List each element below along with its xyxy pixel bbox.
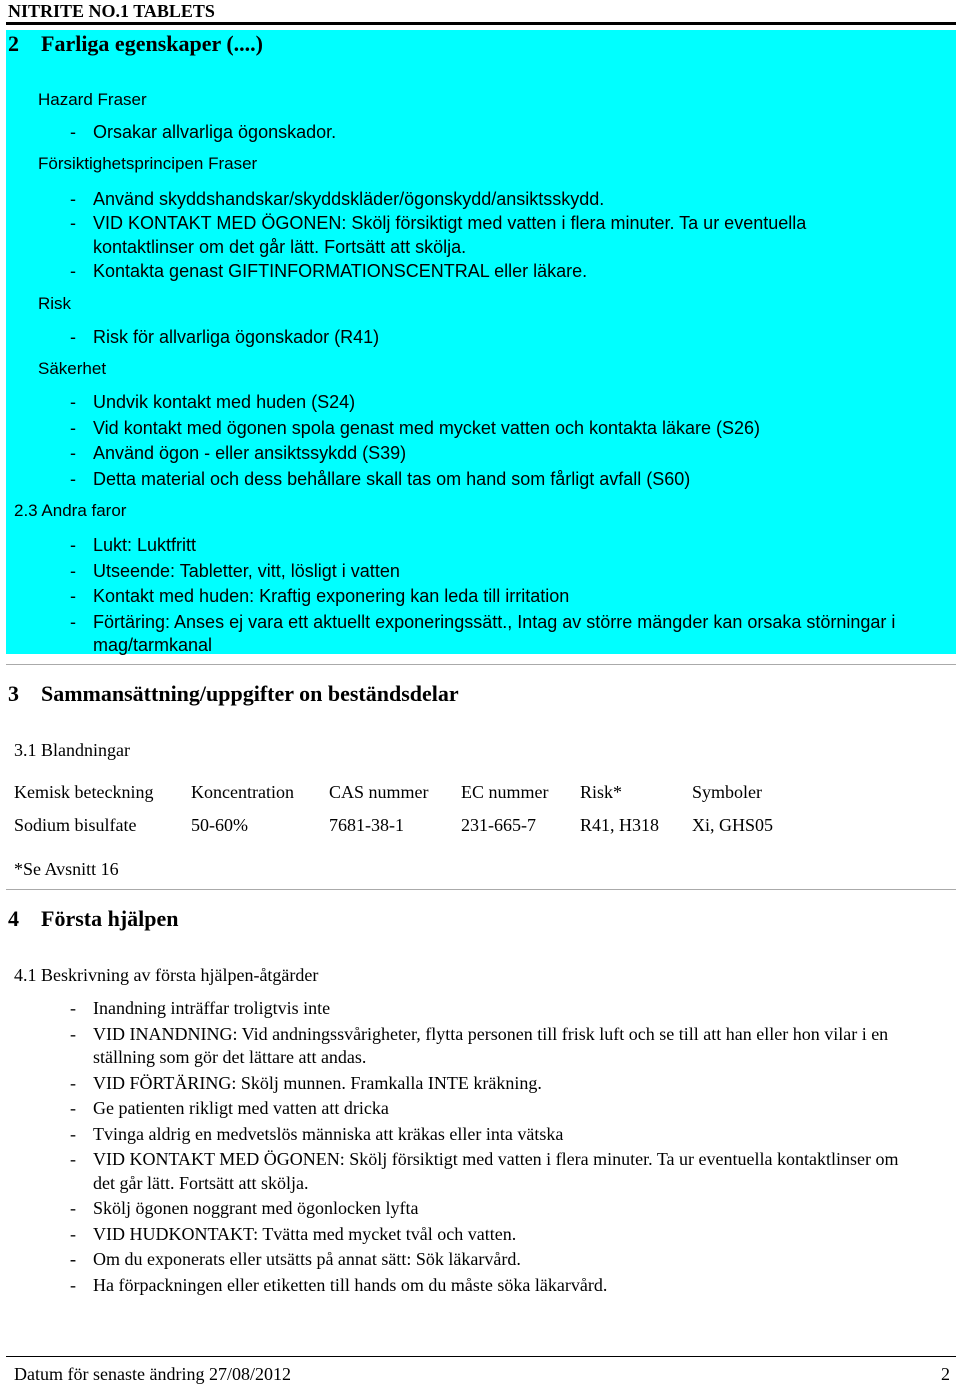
table-note: *Se Avsnitt 16: [14, 859, 119, 879]
other-hazards-list: [70, 534, 920, 660]
footer-date: Datum för senaste ändring 27/08/2012: [14, 1364, 291, 1384]
list-item: - Vid kontakt med ögonen spola genast med mycket vatten och kontakta läkare (S26): [70, 417, 760, 441]
section-3-rule: [6, 664, 956, 665]
cell-ec: 231-665-7: [461, 815, 536, 835]
first-aid-list: [70, 997, 920, 1299]
cell-chemical: Sodium bisulfate: [14, 815, 137, 835]
list-item: - Risk för allvarliga ögonskador (R41): [70, 326, 379, 350]
list-item: - Detta material och dess behållare skall tas om hand som fårligt avfall (S60): [70, 468, 760, 492]
footer: [14, 1363, 950, 1385]
top-rule: [6, 22, 956, 25]
document-title: NITRITE NO.1 TABLETS: [8, 1, 215, 21]
mixtures-label: 3.1 Blandningar: [14, 740, 130, 760]
hazard-label: Hazard Fraser: [38, 90, 147, 109]
col-header-concentration: Koncentration: [191, 782, 294, 802]
list-item: - Om du exponerats eller utsätts på annat sätt: Sök läkarvård.: [70, 1248, 920, 1272]
cell-concentration: 50-60%: [191, 815, 248, 835]
list-item: - Ha förpackningen eller etiketten till hands om du måste söka läkarvård.: [70, 1274, 920, 1298]
list-item: - Förtäring: Anses ej vara ett aktuellt exponeringssätt., Intag av större mängder kan orsaka störningar i mag/tarmkanal: [70, 611, 920, 658]
col-header-ec: EC nummer: [461, 782, 549, 802]
risk-list: [70, 326, 379, 350]
cell-risk: R41, H318: [580, 815, 660, 835]
section-4-rule: [6, 889, 956, 890]
section-3-title: Sammansättning/uppgifter on beständsdelar: [41, 681, 459, 706]
precaution-list: [70, 187, 870, 283]
list-item: - Kontakta genast GIFTINFORMATIONSCENTRAL eller läkare.: [70, 259, 870, 283]
list-item: - Orsakar allvarliga ögonskador.: [70, 121, 336, 145]
section-2-number: 2: [8, 31, 19, 56]
list-item: - Använd skyddshandskar/skyddskläder/ögonskydd/ansiktsskydd.: [70, 187, 870, 211]
col-header-cas: CAS nummer: [329, 782, 429, 802]
section-4-heading: [8, 905, 179, 933]
list-item: - Använd ögon - eller ansiktssykdd (S39): [70, 442, 760, 466]
safety-label: Säkerhet: [38, 359, 107, 378]
list-item: - Ge patienten rikligt med vatten att dricka: [70, 1097, 920, 1121]
list-item: - Tvinga aldrig en medvetslös människa att kräkas eller inta vätska: [70, 1123, 920, 1147]
other-hazards-label: 2.3 Andra faror: [14, 501, 127, 520]
cell-cas: 7681-38-1: [329, 815, 404, 835]
col-header-chemical: Kemisk beteckning: [14, 782, 154, 802]
section-4-title: Första hjälpen: [41, 906, 179, 931]
list-item: - VID KONTAKT MED ÖGONEN: Skölj försiktigt med vatten i flera minuter. Ta ur eventuella kontaktlinser om det går lätt. Fortsätt att skölja.: [70, 211, 870, 259]
list-item: - Utseende: Tabletter, vitt, lösligt i vatten: [70, 560, 920, 584]
list-item: - VID KONTAKT MED ÖGONEN: Skölj försiktigt med vatten i flera minuter. Ta ur eventuella kontaktlinser om det går lätt. Fortsätt att skölja.: [70, 1148, 920, 1195]
list-item: - Skölj ögonen noggrant med ögonlocken lyfta: [70, 1197, 920, 1221]
col-header-risk: Risk*: [580, 782, 623, 802]
list-item: - VID FÖRTÄRING: Skölj munnen. Framkalla INTE kräkning.: [70, 1072, 920, 1096]
list-item: - Undvik kontakt med huden (S24): [70, 391, 760, 415]
section-4-number: 4: [8, 906, 19, 931]
footer-rule: [6, 1356, 956, 1357]
section-3-heading: [8, 680, 459, 708]
list-item: - VID HUDKONTAKT: Tvätta med mycket tvål och vatten.: [70, 1223, 920, 1247]
hazard-list: [70, 121, 336, 147]
safety-list: [70, 391, 760, 493]
section-2-title: Farliga egenskaper (....): [41, 31, 264, 56]
precaution-label: Försiktighetsprincipen Fraser: [38, 154, 258, 173]
list-item: - Inandning inträffar troligtvis inte: [70, 997, 920, 1021]
first-aid-label: 4.1 Beskrivning av första hjälpen-åtgärder: [14, 965, 319, 985]
col-header-symbols: Symboler: [692, 782, 762, 802]
cell-symbols: Xi, GHS05: [692, 815, 774, 835]
section-3-number: 3: [8, 681, 19, 706]
risk-label: Risk: [38, 294, 72, 313]
page-number: 2: [941, 1364, 950, 1384]
list-item: - Kontakt med huden: Kraftig exponering kan leda till irritation: [70, 585, 920, 609]
list-item: - Lukt: Luktfritt: [70, 534, 920, 558]
list-item: - VID INANDNING: Vid andningssvårigheter, flytta personen till frisk luft och se till att han eller hon vilar i en ställning som gör det lättare att andas.: [70, 1023, 920, 1070]
section-2-heading: [8, 30, 263, 58]
